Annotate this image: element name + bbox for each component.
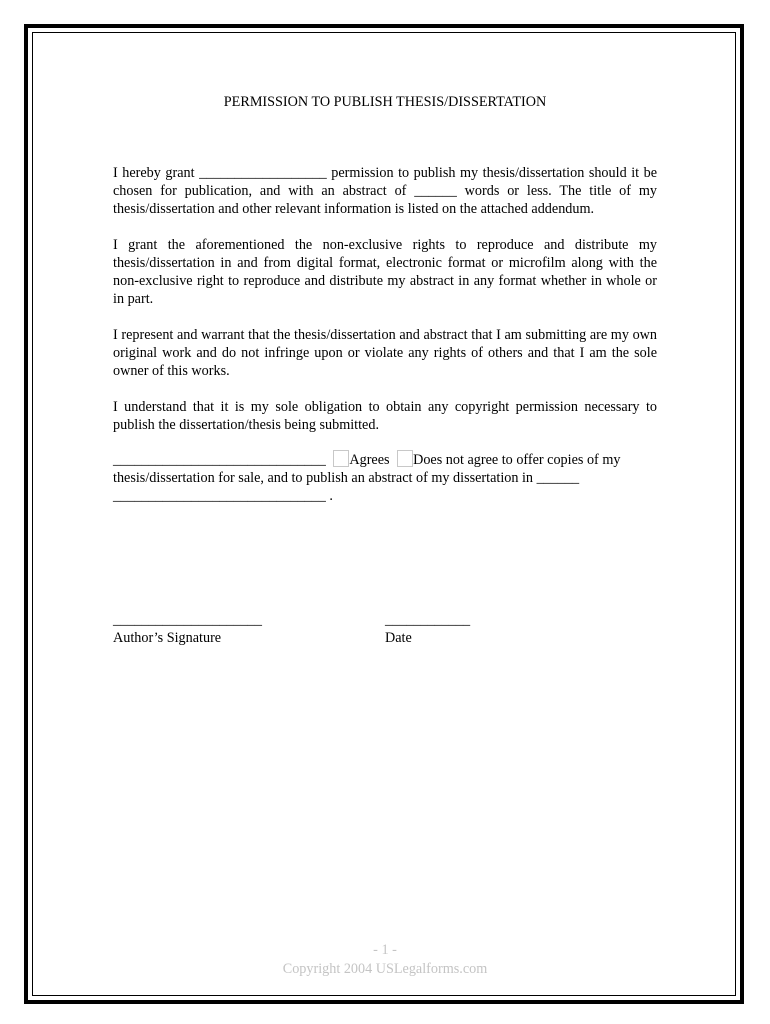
agrees-label: Agrees bbox=[349, 452, 390, 468]
date-label: Date bbox=[385, 630, 412, 646]
paragraph-grant: I hereby grant __________________ permission to publish my thesis/dissertation should it be chosen for publication, and with an abstract of ______ words or less. The title of my thesis/dissertation and other relevant information is listed on the attached addendum. bbox=[113, 165, 657, 217]
consent-block bbox=[113, 450, 657, 505]
copyright-notice: Copyright 2004 USLegalforms.com bbox=[282, 961, 488, 977]
consent-blank-line[interactable]: ______________________________ bbox=[113, 452, 326, 468]
document-title: PERMISSION TO PUBLISH THESIS/DISSERTATION bbox=[223, 94, 547, 110]
page-number: - 1 - bbox=[373, 942, 397, 958]
consent-line-3: ______________________________ . bbox=[113, 488, 333, 504]
author-signature-label: Author’s Signature bbox=[113, 630, 222, 646]
does-not-agree-label: Does not agree to offer copies of my bbox=[413, 452, 621, 468]
consent-line-2: thesis/dissertation for sale, and to publish an abstract of my dissertation in ______ bbox=[113, 470, 580, 486]
agrees-checkbox[interactable] bbox=[333, 450, 349, 467]
does-not-agree-checkbox[interactable] bbox=[397, 450, 413, 467]
paragraph-obligation: I understand that it is my sole obligation to obtain any copyright permission necessary to publish the dissertation/thesis being submitted. bbox=[113, 399, 657, 433]
paragraph-rights: I grant the aforementioned the non-exclusive rights to reproduce and distribute my thesis/dissertation in and from digital format, electronic format or microfilm along with the non-exclusive right to reproduce and distribute my abstract in any format whether in whole or in part. bbox=[113, 237, 657, 307]
paragraph-warranty: I represent and warrant that the thesis/dissertation and abstract that I am submitting are my own original work and do not infringe upon or violate any rights of others and that I am the sole owner of this works. bbox=[113, 327, 657, 379]
date-line[interactable]: ____________ bbox=[385, 612, 471, 628]
author-signature-line[interactable]: _____________________ bbox=[113, 612, 262, 628]
